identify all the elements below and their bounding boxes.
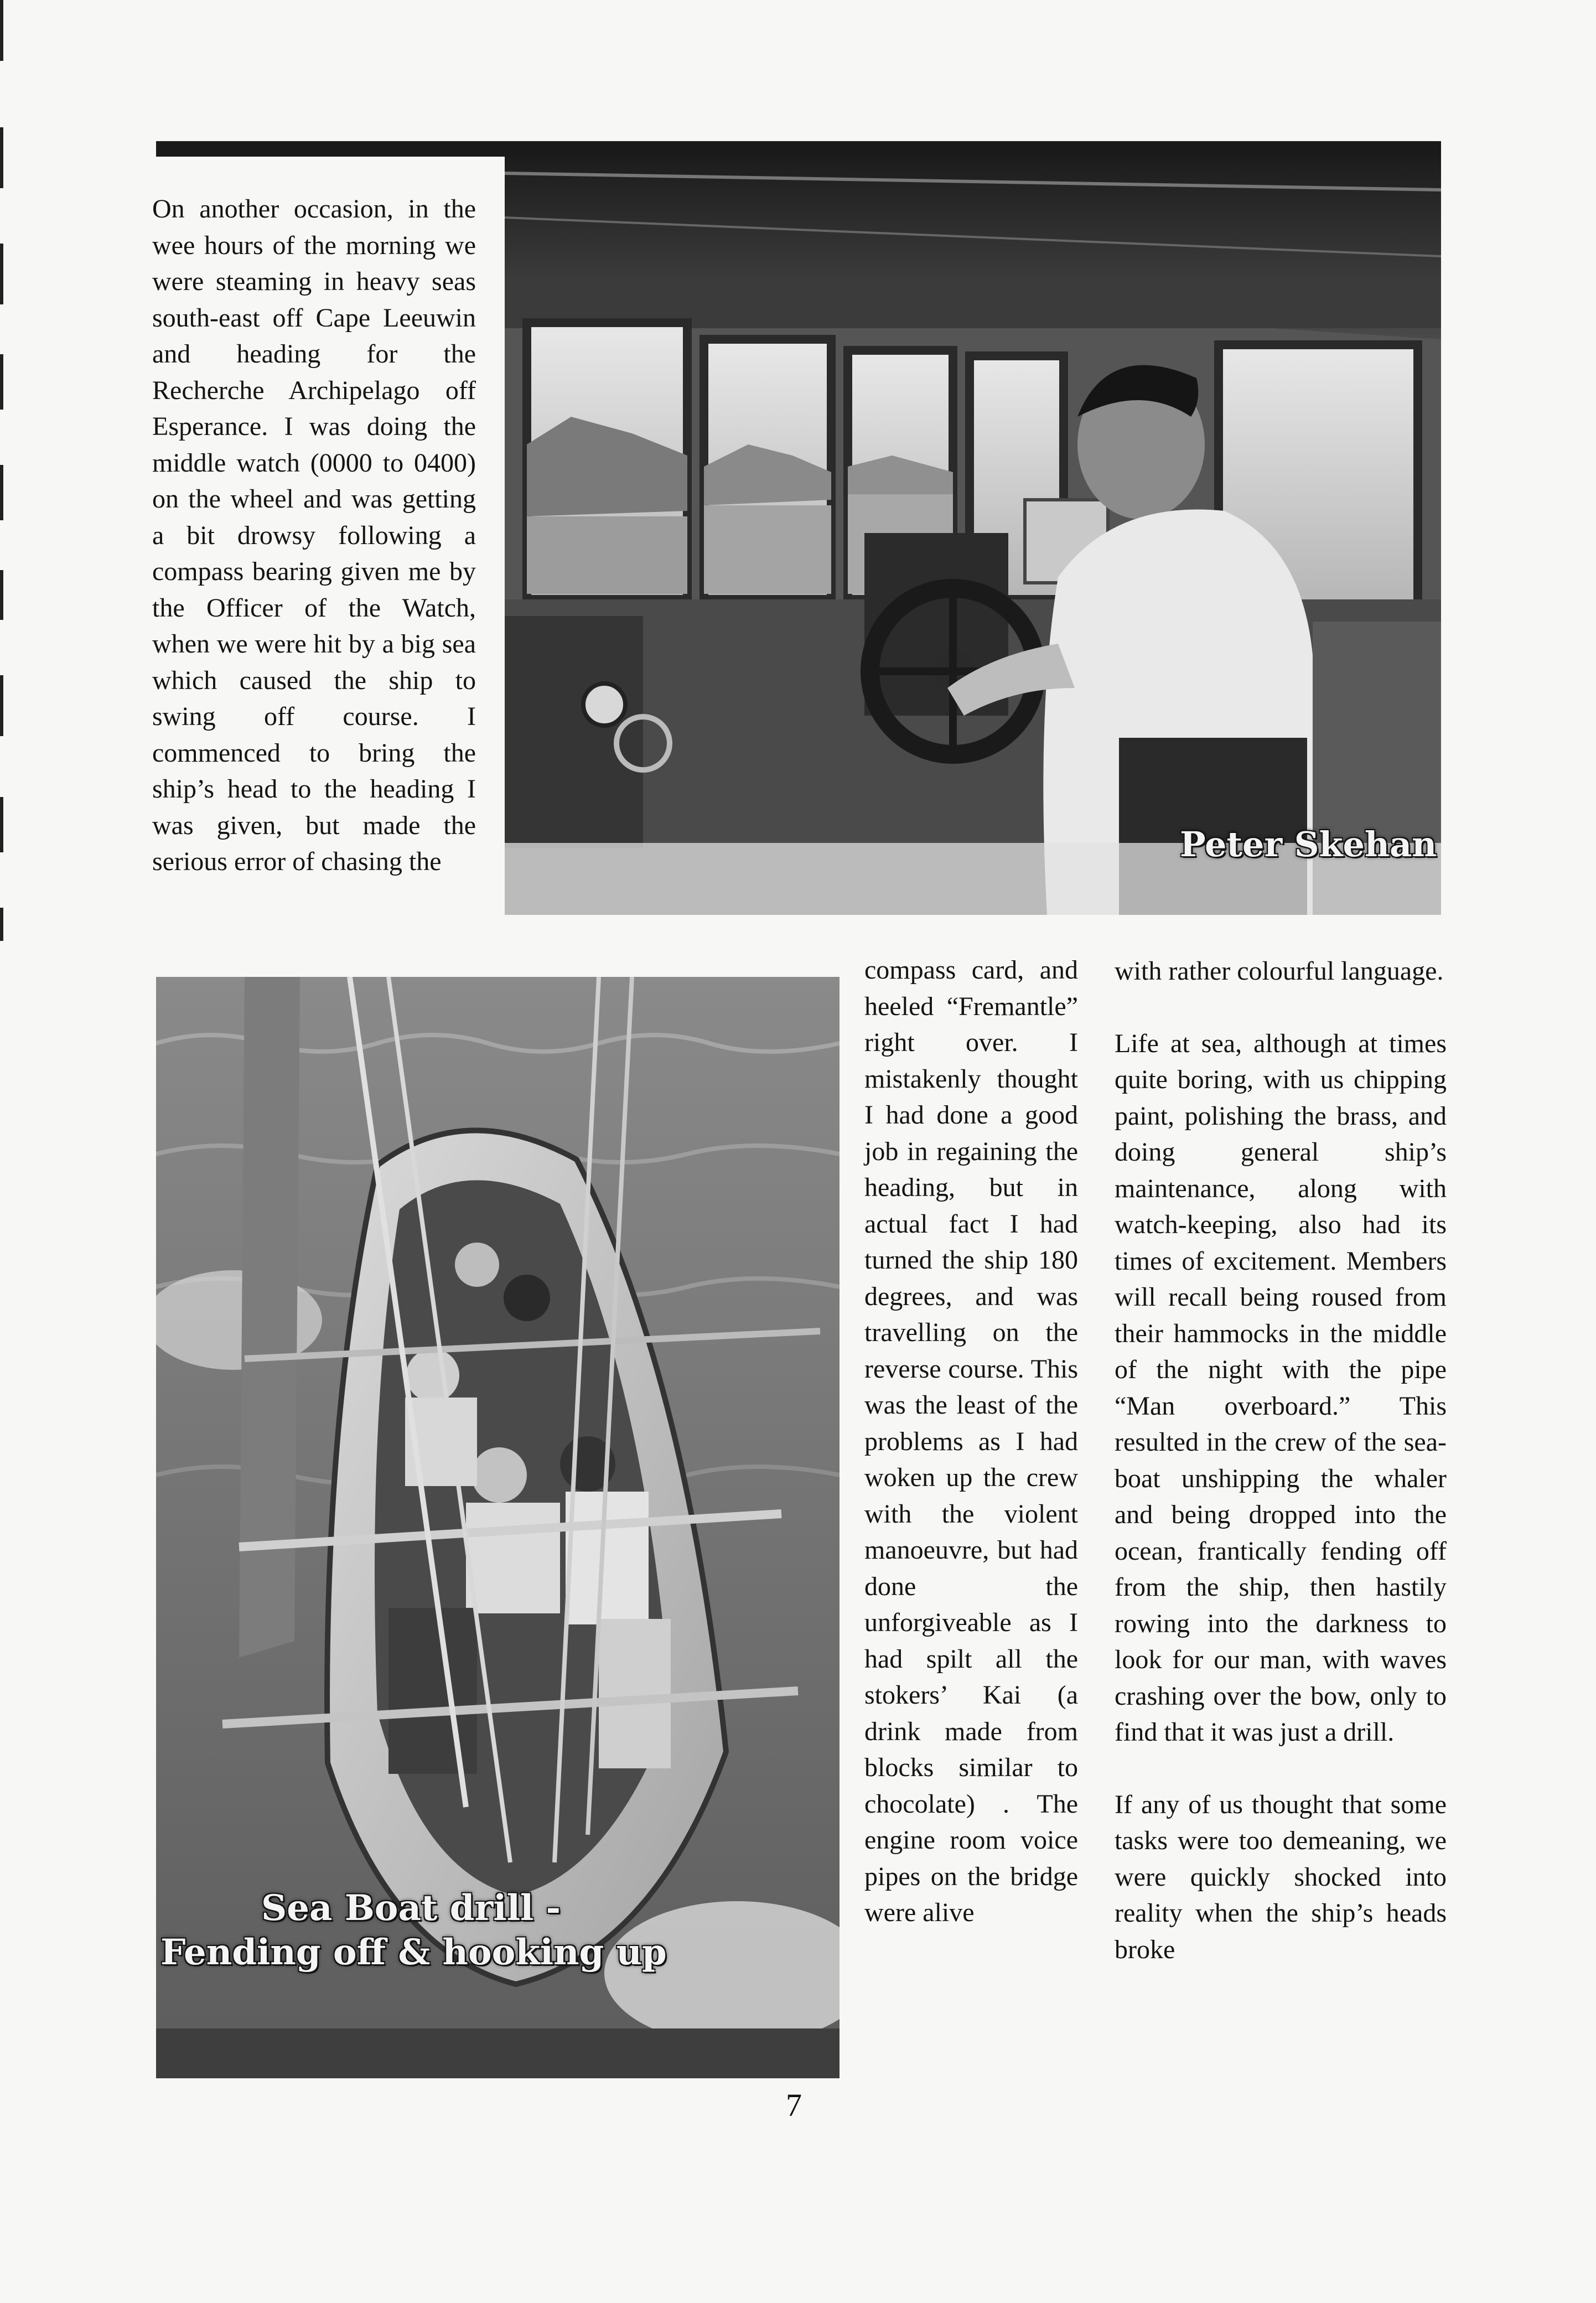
sea-boat-photo xyxy=(156,977,840,2078)
binding-mark xyxy=(0,0,3,61)
page-number: 7 xyxy=(786,2087,802,2123)
sea-boat-caption-line1: Sea Boat drill - xyxy=(261,1887,561,1929)
binding-mark xyxy=(0,675,3,736)
binding-mark xyxy=(0,570,3,620)
binding-mark xyxy=(0,908,3,941)
bridge-photo xyxy=(505,157,1441,915)
binding-mark xyxy=(0,465,3,520)
intro-column xyxy=(152,191,476,880)
right-column-paragraph-2: Life at sea, although at times quite boring, with us chipping paint, polishing the brass, and doing general ship’s maintenance, along with watch-keeping, also had its times of excitement. Members will recall being roused from their hammocks in the middle of the night with the pipe “Man overboard.” This resulted in the crew of the sea-boat unshipping the whaler and being dropped into the ocean, frantically fending off from the ship, then hastily rowing into the darkness to look for our man, with waves crashing over the bow, only to find that it was just a drill. xyxy=(1115,1028,1447,1747)
intro-paragraph: On another occasion, in the wee hours of the morning we were steaming in heavy seas south-east off Cape Leeuwin and heading for the Recherche Archipelago off Esperance. I was doing the middle watch (0000 to 0400) on the wheel and was getting a bit drowsy following a compass bearing given me by the Officer of the Watch, when we were hit by a big sea which caused the ship to swing off course. I commenced to bring the ship’s head to the heading I was given, but made the serious error of chasing the xyxy=(152,194,476,876)
right-column-paragraph-3: If any of us thought that some tasks were too demeaning, we were quickly shocked into reality when the ship’s heads broke xyxy=(1115,1789,1447,1964)
right-column xyxy=(1115,953,1447,1968)
binding-mark xyxy=(0,797,3,852)
binding-mark xyxy=(0,244,3,304)
middle-column xyxy=(864,952,1078,1931)
sea-boat-caption-line2: Fending off & hooking up xyxy=(160,1932,667,1973)
bridge-photo-caption: Peter Skehan xyxy=(1180,824,1437,865)
binding-mark xyxy=(0,127,3,188)
right-column-paragraph-1: with rather colourful language. xyxy=(1115,956,1444,986)
middle-column-text: compass card, and heeled “Fremantle” right over. I mistakenly thought I had done a good job in regaining the heading, but in actual fact I had turned the ship 180 degrees, and was travelling on the reverse course. This was the least of the problems as I had woken up the crew with the violent manoeuvre, but had done the unforgiveable as I had spilt all the stokers’ Kai (a drink made from blocks similar to chocolate) . The engine room voice pipes on the bridge were alive xyxy=(864,955,1078,1927)
bridge-photo-image xyxy=(505,157,1441,915)
binding-mark xyxy=(0,354,3,410)
header-rule xyxy=(156,141,1441,157)
